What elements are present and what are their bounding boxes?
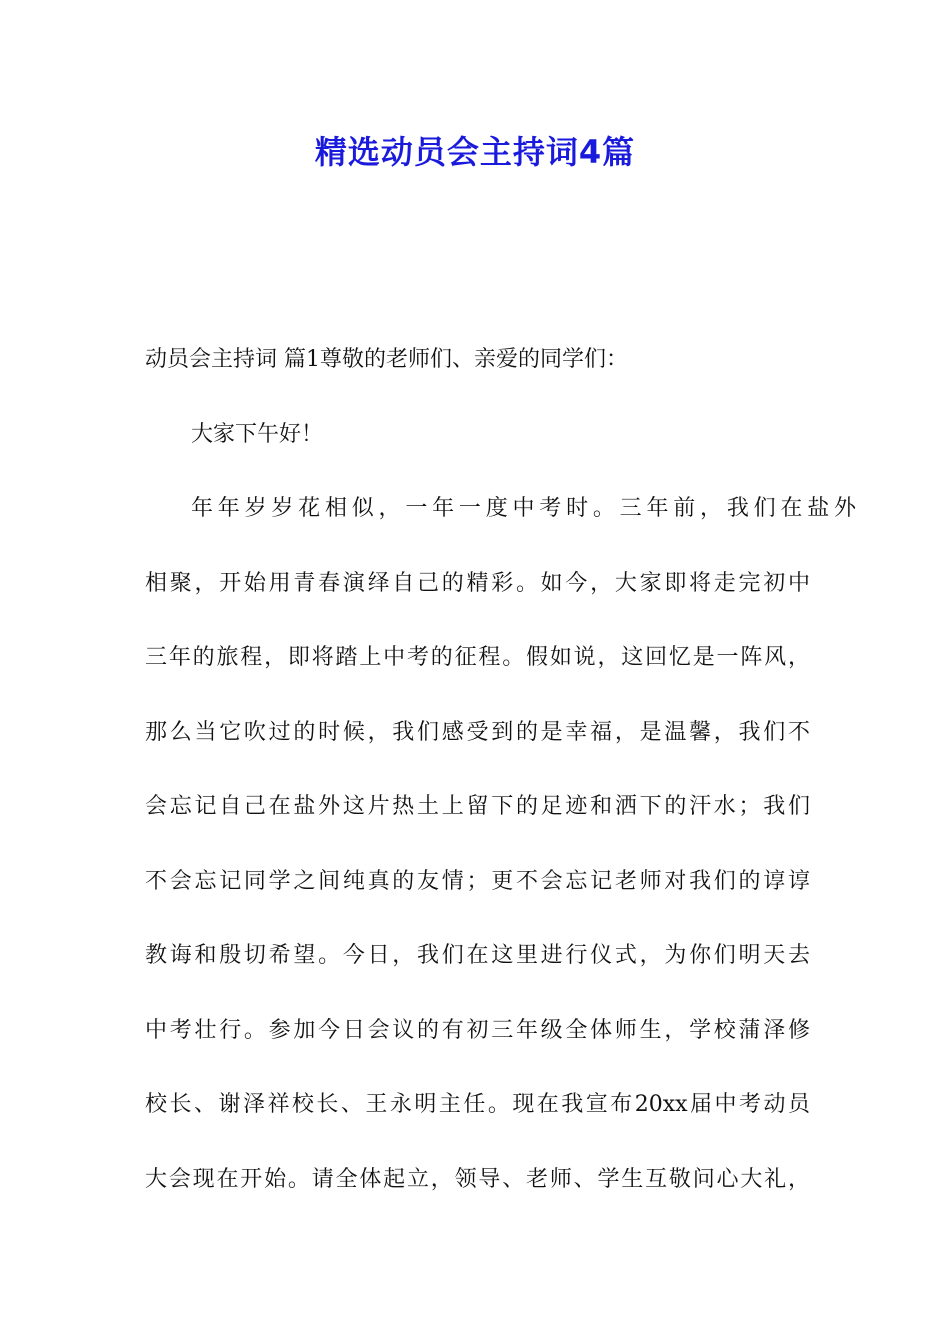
body-line-heading: 动员会主持词 篇1尊敬的老师们、亲爱的同学们： (145, 347, 628, 372)
body-line: 大会现在开始。请全体起立，领导、老师、学生互敬问心大礼， (145, 1166, 810, 1192)
body-line: 不会忘记同学之间纯真的友情；更不会忘记老师对我们的谆谆 (145, 868, 810, 894)
body-line-greeting: 大家下午好！ (191, 421, 324, 447)
body-line: 三年的旅程，即将踏上中考的征程。假如说，这回忆是一阵风， (145, 645, 810, 670)
body-line-paragraph-start: 年年岁岁花相似，一年一度中考时。三年前，我们在盐外 (191, 496, 856, 521)
body-line: 会忘记自己在盐外这片热土上留下的足迹和洒下的汗水；我们 (145, 794, 810, 819)
document-body (145, 335, 856, 1229)
body-line: 校长、谢泽祥校长、王永明主任。现在我宣布20xx届中考动员 (145, 1092, 810, 1117)
body-line: 相聚，开始用青春演绎自己的精彩。如今，大家即将走完初中 (145, 570, 810, 596)
document-title: 精选动员会主持词4篇 (314, 133, 636, 171)
body-line: 中考壮行。参加今日会议的有初三年级全体师生，学校蒲泽修 (145, 1017, 810, 1043)
body-line: 教诲和殷切希望。今日，我们在这里进行仪式，为你们明天去 (145, 943, 810, 968)
body-line: 那么当它吹过的时候，我们感受到的是幸福，是温馨，我们不 (145, 719, 810, 745)
